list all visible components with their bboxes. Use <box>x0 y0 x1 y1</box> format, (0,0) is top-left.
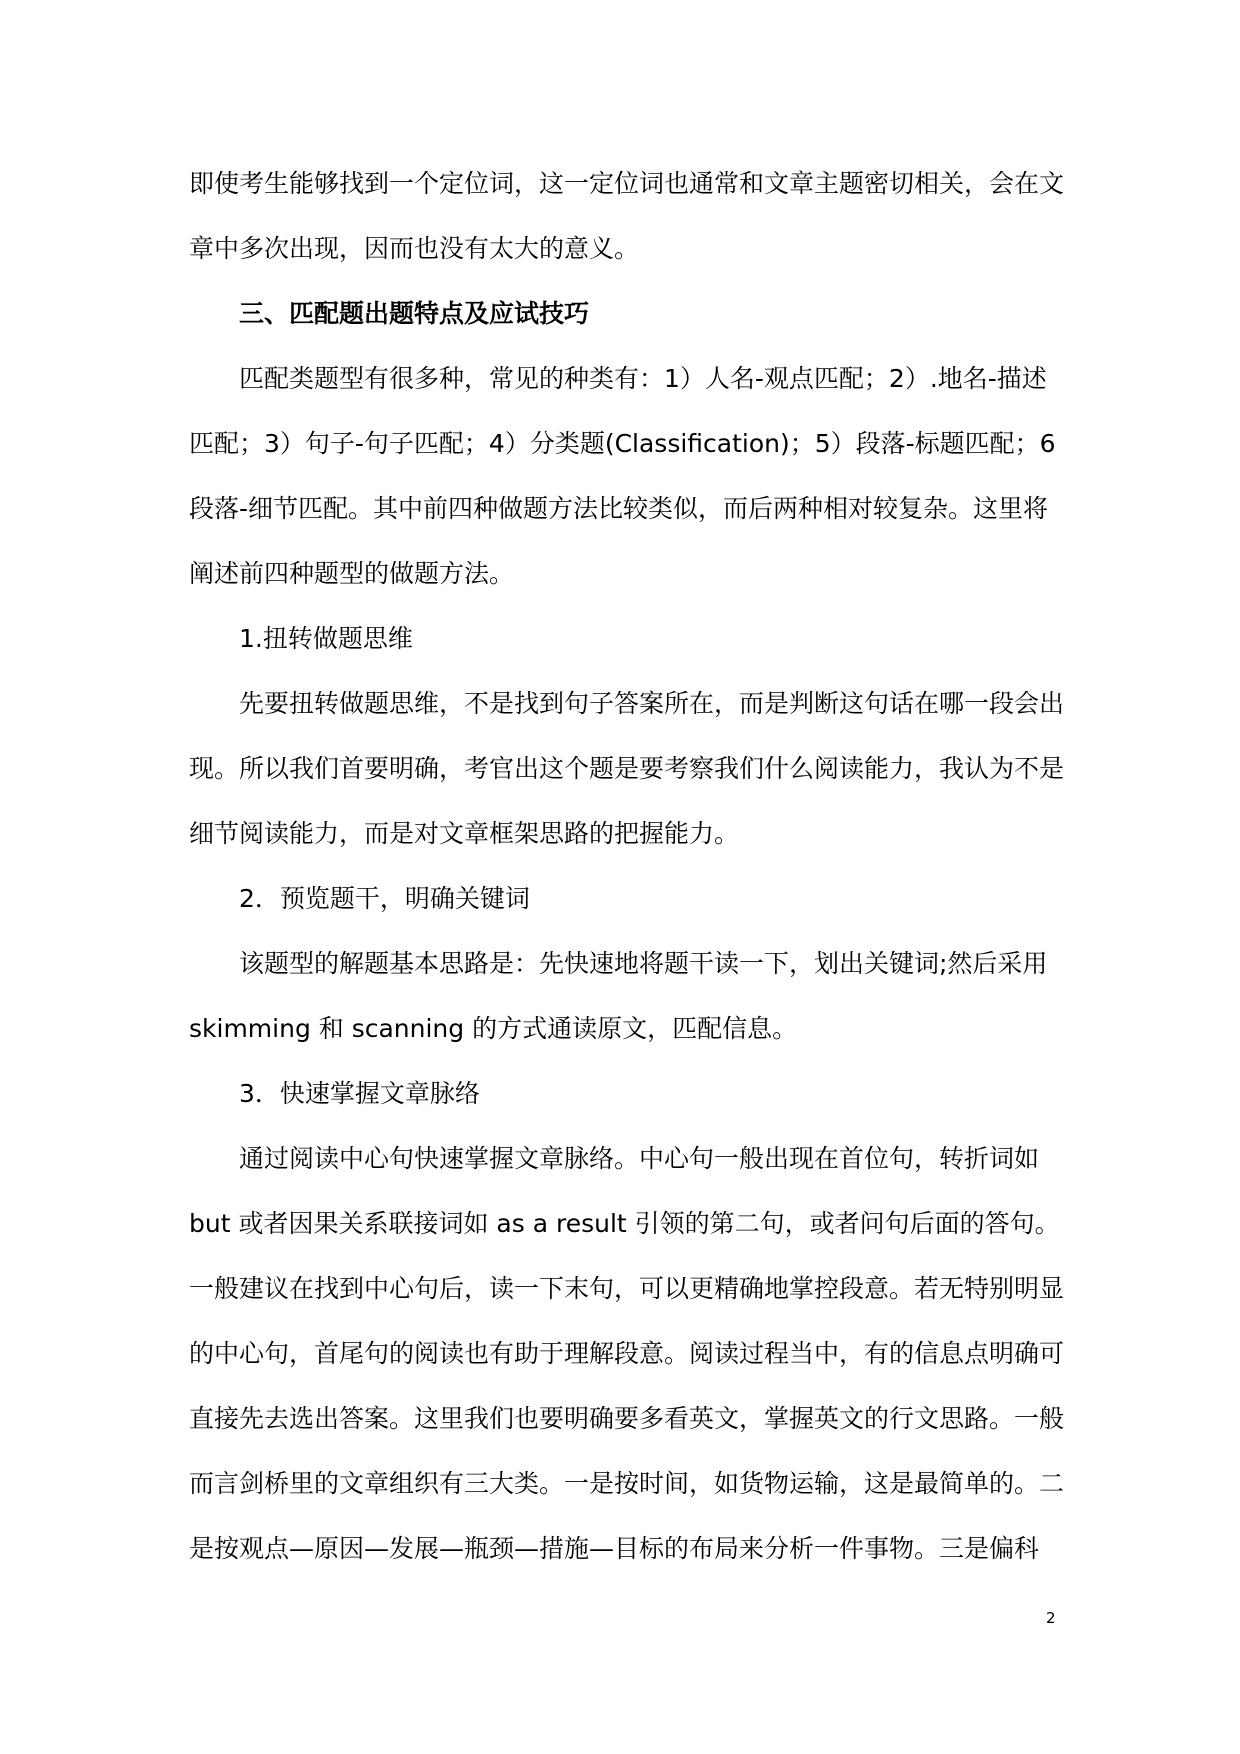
subheading: 2．预览题干，明确关键词 <box>239 884 530 913</box>
paragraph-line: 阐述前四种题型的做题方法。 <box>189 559 515 588</box>
paragraph-line: 直接先去选出答案。这里我们也要明确要多看英文，掌握英文的行文思路。一般 <box>189 1404 1065 1433</box>
paragraph-line: 先要扭转做题思维，不是找到句子答案所在，而是判断这句话在哪一段会出 <box>239 689 1065 718</box>
subheading: 3．快速掌握文章脉络 <box>239 1079 480 1108</box>
paragraph-line: but 或者因果关系联接词如 as a result 引领的第二句，或者问句后面的答句。 <box>189 1209 1060 1238</box>
subheading: 1.扭转做题思维 <box>239 624 413 653</box>
paragraph-line: 通过阅读中心句快速掌握文章脉络。中心句一般出现在首位句，转折词如 <box>239 1144 1040 1173</box>
paragraph-line: 的中心句，首尾句的阅读也有助于理解段意。阅读过程当中，有的信息点明确可 <box>189 1339 1065 1368</box>
paragraph-line: 现。所以我们首要明确，考官出这个题是要考察我们什么阅读能力，我认为不是 <box>189 754 1065 783</box>
paragraph-line: 段落-细节匹配。其中前四种做题方法比较类似，而后两种相对较复杂。这里将 <box>189 494 1049 523</box>
paragraph-line: 即使考生能够找到一个定位词，这一定位词也通常和文章主题密切相关，会在文 <box>189 169 1065 198</box>
paragraph-line: 匹配；3）句子-句子匹配；4）分类题(Classification)；5）段落-标题匹配；6 <box>189 429 1056 458</box>
paragraph-line: 章中多次出现，因而也没有太大的意义。 <box>189 234 640 263</box>
paragraph-line: 一般建议在找到中心句后，读一下末句，可以更精确地掌控段意。若无特别明显 <box>189 1274 1065 1303</box>
paragraph-line: 是按观点—原因—发展—瓶颈—措施—目标的布局来分析一件事物。三是偏科 <box>189 1534 1040 1563</box>
page-number: 2 <box>1046 1609 1056 1627</box>
paragraph-line: 该题型的解题基本思路是：先快速地将题干读一下，划出关键词;然后采用 <box>239 949 1048 978</box>
paragraph-line: 匹配类题型有很多种，常见的种类有：1）人名-观点匹配；2）.地名-描述 <box>239 364 1047 393</box>
section-heading: 三、匹配题出题特点及应试技巧 <box>239 299 590 328</box>
paragraph-line: skimming 和 scanning 的方式通读原文，匹配信息。 <box>189 1014 798 1043</box>
paragraph-line: 细节阅读能力，而是对文章框架思路的把握能力。 <box>189 819 740 848</box>
paragraph-line: 而言剑桥里的文章组织有三大类。一是按时间，如货物运输，这是最简单的。二 <box>189 1469 1065 1498</box>
